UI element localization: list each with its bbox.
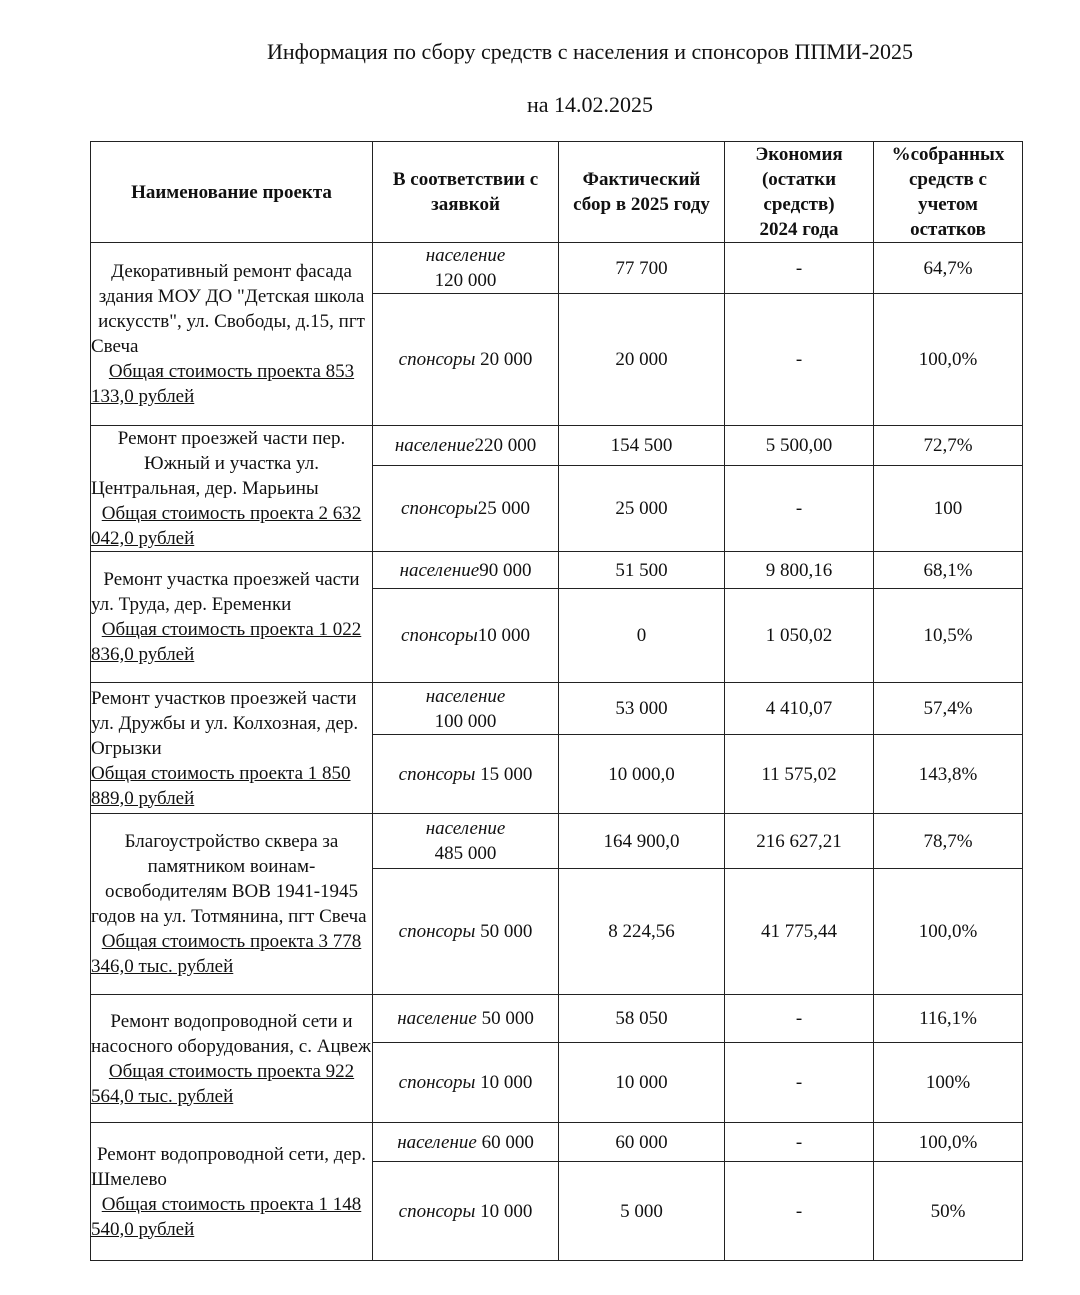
project-name: Ремонт участков проезжей части ул. Дружбы и ул. Колхозная, дер. Огрызки (91, 687, 359, 759)
population-request: население90 000 (373, 552, 559, 589)
savings-value: 4 410,07 (725, 683, 874, 735)
project-cost: Общая стоимость проекта 1 022 836,0 рублей (91, 619, 362, 665)
project-name-cell (91, 683, 373, 814)
header-percent: %собранных средств с учетом остатков (874, 142, 1023, 243)
sponsors-request: спонсоры25 000 (373, 466, 559, 552)
sponsors-request: спонсоры10 000 (373, 589, 559, 683)
percent-value: 72,7% (874, 426, 1023, 466)
table-row (91, 243, 1023, 294)
actual-value: 0 (559, 589, 725, 683)
table-row (91, 1123, 1023, 1162)
sponsors-request: спонсоры 10 000 (373, 1043, 559, 1123)
sponsors-request: спонсоры 20 000 (373, 294, 559, 426)
sponsors-request: спонсоры 15 000 (373, 735, 559, 814)
actual-value: 25 000 (559, 466, 725, 552)
percent-value: 100 (874, 466, 1023, 552)
table-row (91, 814, 1023, 869)
actual-value: 51 500 (559, 552, 725, 589)
savings-value: - (725, 1123, 874, 1162)
population-request: население 100 000 (373, 683, 559, 735)
population-request: население220 000 (373, 426, 559, 466)
actual-value: 8 224,56 (559, 869, 725, 995)
project-name-cell (91, 995, 373, 1123)
savings-value: - (725, 243, 874, 294)
header-actual: Фактический сбор в 2025 году (559, 142, 725, 243)
savings-value: 1 050,02 (725, 589, 874, 683)
actual-value: 10 000 (559, 1043, 725, 1123)
project-cost: Общая стоимость проекта 922 564,0 тыс. рублей (91, 1060, 355, 1107)
savings-value: 9 800,16 (725, 552, 874, 589)
project-cost: Общая стоимость проекта 853 133,0 рублей (91, 361, 355, 407)
savings-value: 216 627,21 (725, 814, 874, 869)
population-request: население 120 000 (373, 243, 559, 294)
percent-value: 116,1% (874, 995, 1023, 1043)
actual-value: 53 000 (559, 683, 725, 735)
actual-value: 60 000 (559, 1123, 725, 1162)
population-request: население 485 000 (373, 814, 559, 869)
project-name-cell (91, 243, 373, 426)
table-row (91, 552, 1023, 589)
population-request: население 60 000 (373, 1123, 559, 1162)
project-name-cell (91, 552, 373, 683)
actual-value: 58 050 (559, 995, 725, 1043)
table-row (91, 995, 1023, 1043)
project-name: Ремонт водопроводной сети и насосного оборудования, с. Ацвеж (91, 1010, 372, 1057)
header-project-name: Наименование проекта (91, 142, 373, 243)
percent-value: 64,7% (874, 243, 1023, 294)
actual-value: 20 000 (559, 294, 725, 426)
percent-value: 100,0% (874, 294, 1023, 426)
document-title: Информация по сбору средств с населения и спонсоров ППМИ-2025 (267, 39, 913, 64)
savings-value: - (725, 466, 874, 552)
savings-value: - (725, 995, 874, 1043)
funds-table (90, 141, 1023, 1261)
percent-value: 78,7% (874, 814, 1023, 869)
actual-value: 10 000,0 (559, 735, 725, 814)
project-name: Благоустройство сквера за памятником воинам-освободителям ВОВ 1941-1945 годов на ул. Тотмянина, пгт Свеча (91, 831, 367, 927)
savings-value: - (725, 1162, 874, 1261)
percent-value: 143,8% (874, 735, 1023, 814)
percent-value: 10,5% (874, 589, 1023, 683)
project-cost: Общая стоимость проекта 3 778 346,0 тыс. рублей (91, 931, 362, 977)
percent-value: 68,1% (874, 552, 1023, 589)
percent-value: 100,0% (874, 869, 1023, 995)
sponsors-request: спонсоры 10 000 (373, 1162, 559, 1261)
sponsors-request: спонсоры 50 000 (373, 869, 559, 995)
table-row (91, 426, 1023, 466)
project-name: Декоративный ремонт фасада здания МОУ ДО "Детская школа искусств", ул. Свободы, д.15, пгт Свеча (91, 261, 365, 357)
actual-value: 154 500 (559, 426, 725, 466)
population-request: население 50 000 (373, 995, 559, 1043)
savings-value: - (725, 1043, 874, 1123)
project-name: Ремонт водопроводной сети, дер. Шмелево (91, 1143, 367, 1190)
actual-value: 77 700 (559, 243, 725, 294)
project-name: Ремонт проезжей части пер. Южный и участка ул. Центральная, дер. Марьины (91, 428, 346, 499)
project-name-cell (91, 426, 373, 552)
savings-value: 41 775,44 (725, 869, 874, 995)
project-cost: Общая стоимость проекта 1 850 889,0 рублей (91, 762, 351, 809)
percent-value: 100,0% (874, 1123, 1023, 1162)
document-date: на 14.02.2025 (526, 92, 654, 117)
percent-value: 50% (874, 1162, 1023, 1261)
savings-value: - (725, 294, 874, 426)
table-header-row (91, 142, 1023, 243)
percent-value: 100% (874, 1043, 1023, 1123)
actual-value: 5 000 (559, 1162, 725, 1261)
table-row (91, 683, 1023, 735)
savings-value: 11 575,02 (725, 735, 874, 814)
project-name-cell (91, 1123, 373, 1261)
header-savings: Экономия (остатки средств) 2024 года (725, 142, 874, 243)
project-name-cell (91, 814, 373, 995)
project-name: Ремонт участка проезжей части ул. Труда, дер. Еременки (91, 569, 360, 615)
savings-value: 5 500,00 (725, 426, 874, 466)
project-cost: Общая стоимость проекта 2 632 042,0 рублей (91, 503, 362, 549)
actual-value: 164 900,0 (559, 814, 725, 869)
project-cost: Общая стоимость проекта 1 148 540,0 рублей (91, 1193, 362, 1240)
header-request: В соответствии с заявкой (373, 142, 559, 243)
percent-value: 57,4% (874, 683, 1023, 735)
